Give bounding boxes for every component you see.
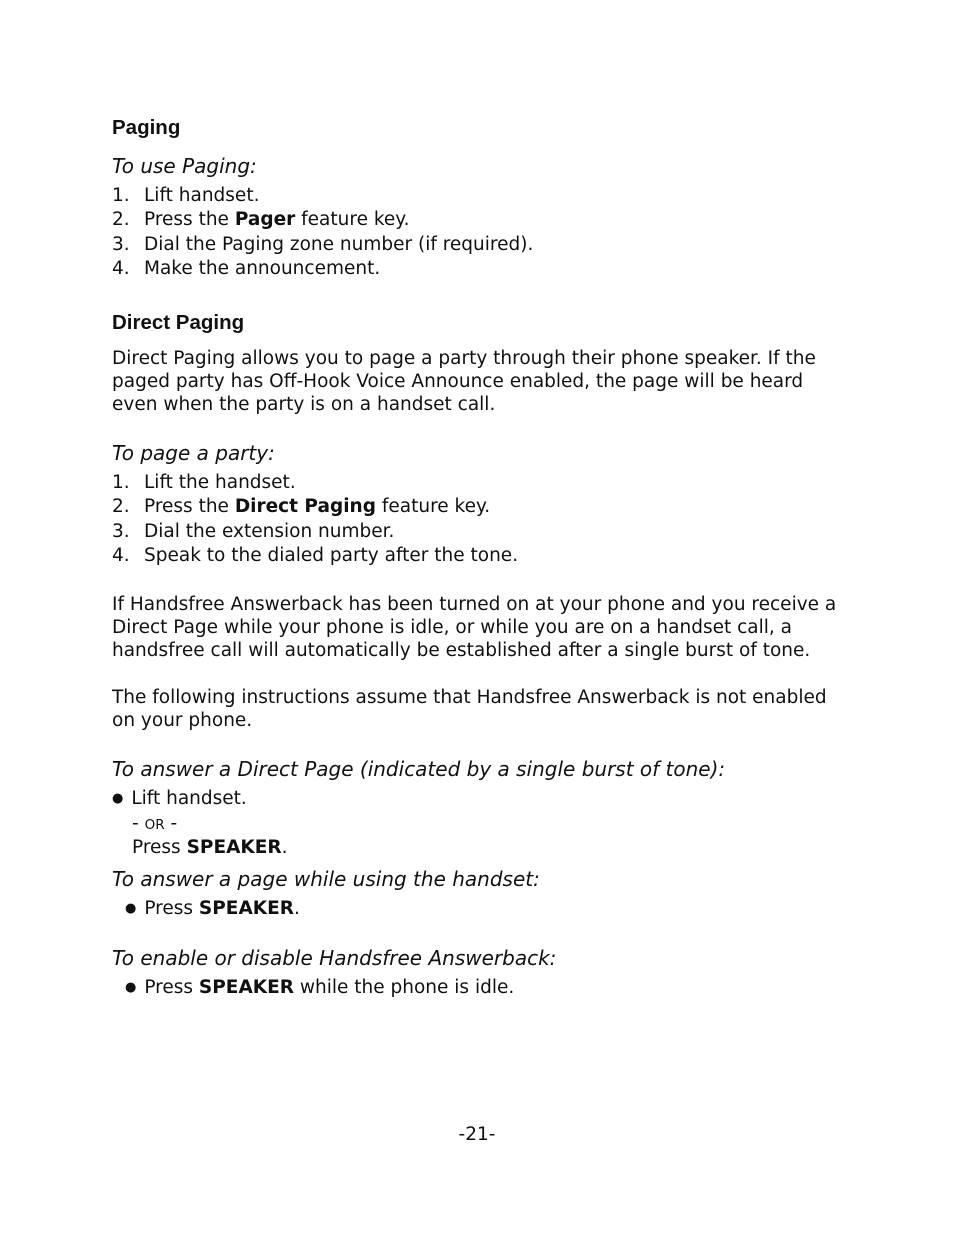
step-number: 2. [112,496,130,517]
section-heading-paging: Paging [112,116,181,139]
direct-paging-step [112,521,394,542]
paging-step [112,209,409,230]
enable-disable-intro: To enable or disable Handsfree Answerback: [112,946,557,970]
step-text: while the phone is idle. [293,977,515,998]
step-text: Press the [144,209,235,230]
paging-step [112,234,533,255]
bullet-item [125,898,300,919]
step-text: . [293,898,300,919]
paging-step [112,185,259,206]
direct-paging-step [112,472,296,493]
step-text: Press [144,898,199,919]
key-name: SPEAKER [186,837,282,858]
alternative-step [132,837,288,858]
step-text: Dial the extension number. [144,521,395,542]
answer-direct-page-intro: To answer a Direct Page (indicated by a single burst of tone): [112,757,726,781]
key-name: Direct Paging [234,496,376,517]
step-text: feature key. [375,496,491,517]
bullet-icon: ● [125,901,137,916]
step-text: Lift handset. [144,185,260,206]
answerback-paragraph: If Handsfree Answerback has been turned on at your phone and you receive a Direct Page while your phone is idle, or while you are on a handset call, a handsfree call will automatically be established after a single burst of tone. [112,594,837,662]
bullet-icon: ● [112,791,124,806]
step-number: 3. [112,234,130,255]
bullet-item [125,977,514,998]
step-text: Make the announcement. [144,258,381,279]
step-number: 4. [112,258,130,279]
step-number: 4. [112,545,130,566]
assumption-paragraph: The following instructions assume that Handsfree Answerback is not enabled on your phone. [112,687,827,732]
or-separator [132,813,177,834]
paging-intro: To use Paging: [112,154,257,178]
direct-paging-step [112,496,490,517]
step-text: feature key. [295,209,410,230]
direct-paging-description: Direct Paging allows you to page a party through their phone speaker. If the paged party has Off-Hook Voice Announce enabled, the page will be heard even when the party is on a handset call. [112,348,816,416]
step-text: Press [132,837,187,858]
or-dash: - [132,813,145,834]
bullet-text: Lift handset. [131,788,247,809]
key-name: SPEAKER [198,977,294,998]
step-number: 2. [112,209,130,230]
step-number: 1. [112,185,130,206]
key-name: SPEAKER [198,898,294,919]
step-text: Dial the Paging zone number (if required). [144,234,534,255]
or-text: OR [144,817,165,833]
step-number: 3. [112,521,130,542]
paging-step [112,258,380,279]
or-dash: - [164,813,178,834]
key-name: Pager [234,209,296,230]
section-heading-direct-paging: Direct Paging [112,311,245,334]
direct-paging-step [112,545,518,566]
page-number: -21- [458,1124,496,1145]
step-text: . [281,837,288,858]
answer-using-handset-intro: To answer a page while using the handset: [112,867,540,891]
step-text: Lift the handset. [144,472,296,493]
step-text: Press [144,977,199,998]
step-number: 1. [112,472,130,493]
direct-paging-intro: To page a party: [112,441,275,465]
step-text: Speak to the dialed party after the tone. [144,545,519,566]
step-text: Press the [144,496,235,517]
bullet-item [112,788,247,809]
bullet-icon: ● [125,980,137,995]
